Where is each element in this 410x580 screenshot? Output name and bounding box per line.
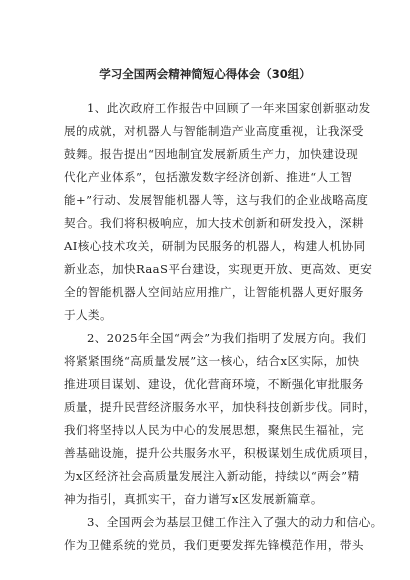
paragraph-1-line: 能+”行动、发展智能机器人等，这与我们的企业战略高度 bbox=[64, 193, 369, 207]
paragraph-2-line: 神为指引，真抓实干，奋力谱写x区发展新篇章。 bbox=[64, 492, 323, 506]
paragraph-1-line: 于人类。 bbox=[64, 308, 112, 322]
paragraph-1-line: 全的智能机器人空间站应用推广，让智能机器人更好服务 bbox=[64, 285, 364, 299]
paragraph-2-line: 质量，提升民营经济服务水平，加快科技创新步伐。同时， bbox=[64, 400, 376, 414]
paragraph-1-line: 契合。我们将积极响应，加大技术创新和研发投入，深耕 bbox=[64, 216, 364, 230]
document-title: 学习全国两会精神简短心得体会（30组） bbox=[99, 67, 311, 81]
paragraph-1-line: 鼓舞。报告提出“因地制宜发展新质生产力，加快建设现 bbox=[64, 147, 359, 161]
paragraph-2-line: 2、2025年全国“两会”为我们指明了发展方向。我们 bbox=[87, 331, 367, 345]
paragraph-2-line: 善基础设施，提升公共服务水平，积极谋划生成优质项目， bbox=[64, 446, 376, 460]
paragraph-2-line: 将紧紧围绕“高质量发展”这一核心，结合x区实际，加快 bbox=[64, 354, 360, 368]
paragraph-1-line: 新业态，加快RaaS平台建设，实现更开放、更高效、更安 bbox=[64, 262, 373, 276]
paragraph-2-line: 推进项目谋划、建设，优化营商环境，不断强化审批服务 bbox=[64, 377, 364, 391]
paragraph-1-line: 展的成就，对机器人与智能制造产业高度重视，让我深受 bbox=[64, 124, 364, 138]
paragraph-2-line: 为x区经济社会高质量发展注入新动能，持续以“两会”精 bbox=[64, 469, 360, 483]
paragraph-1-line: AI核心技术攻关，研制为民服务的机器人，构建人机协同 bbox=[64, 239, 366, 253]
paragraph-1-line: 代化产业体系”，包括激发数字经济创新、推进“人工智 bbox=[64, 170, 353, 184]
paragraph-3-line: 作为卫健系统的党员，我们更要发挥先锋模范作用，带头 bbox=[64, 538, 364, 552]
paragraph-1-line: 1、此次政府工作报告中回顾了一年来国家创新驱动发 bbox=[87, 101, 371, 115]
paragraph-2-line: 我们将坚持以人民为中心的发展思想，聚焦民生福祉，完 bbox=[64, 423, 364, 437]
paragraph-3-line: 3、全国两会为基层卫健工作注入了强大的动力和信心。 bbox=[87, 515, 383, 529]
